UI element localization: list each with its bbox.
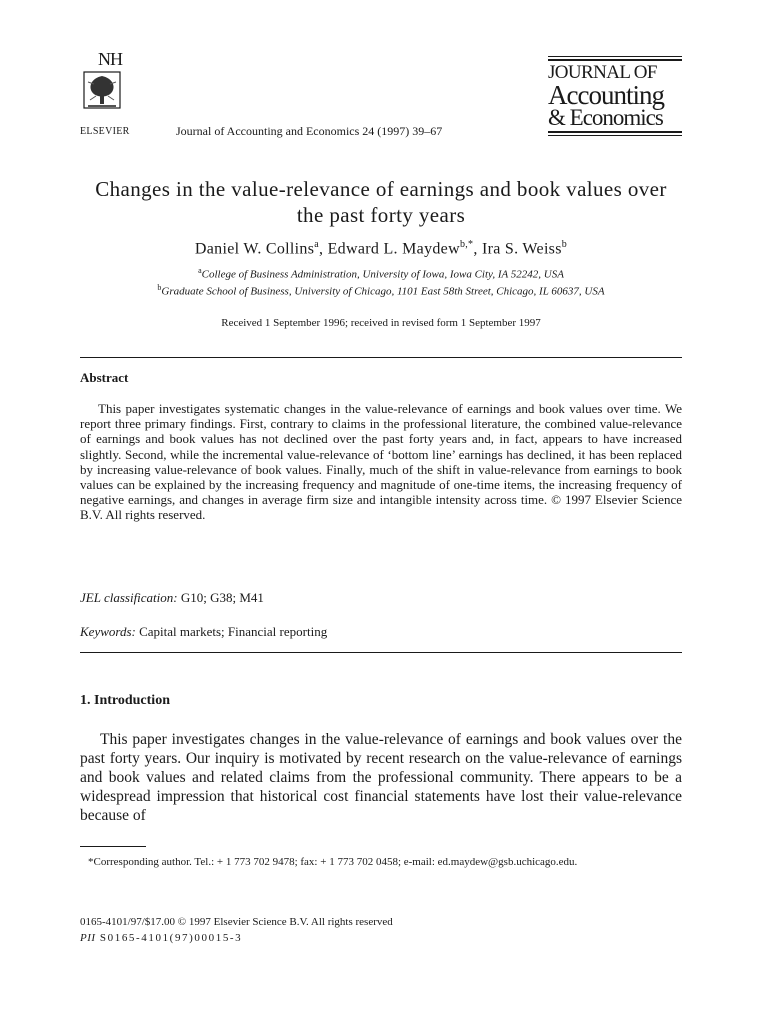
journal-title-line3: & Economics — [548, 105, 663, 130]
jel-label: JEL classification: — [80, 590, 178, 605]
section-body: This paper investigates changes in the value-relevance of earnings and book values over the past forty years. Our inquiry is motivated by recent research on the value-relevance of earnings and book values and related claims from the professional community. There appears to be a widespread impression that historical cost financial statements have lost their value-relevance because of — [80, 731, 682, 824]
author-superscript: b — [561, 239, 568, 250]
divider-top — [80, 357, 682, 358]
author-name: Edward L. Maydew — [327, 240, 460, 258]
pii-line — [80, 932, 242, 944]
publisher-logo — [82, 50, 138, 124]
journal-title-rule-bottom — [548, 135, 682, 136]
publisher-name: ELSEVIER — [80, 126, 130, 137]
author-name: Daniel W. Collins — [194, 240, 315, 258]
pii-value: S0165-4101(97)00015-3 — [99, 932, 243, 944]
journal-title-rule-top — [548, 56, 682, 57]
received-dates: Received 1 September 1996; received in revised form 1 September 1997 — [221, 317, 541, 329]
section-heading: 1. Introduction — [80, 693, 170, 708]
keywords-label: Keywords: — [80, 624, 136, 639]
journal-title-line2: Accounting — [548, 80, 664, 110]
jel-classification — [80, 590, 264, 606]
divider-bottom — [80, 652, 682, 653]
journal-citation: Journal of Accounting and Economics 24 (1997) 39–67 — [176, 124, 443, 138]
journal-title-line1: JOURNAL OF — [548, 62, 657, 83]
publisher-logo-text: NH — [98, 49, 122, 69]
affiliation-marker: b — [157, 283, 162, 292]
abstract-body: This paper investigates systematic changes in the value-relevance of earnings and book values over time. We report three primary findings. First, contrary to claims in the professional literature, the combined value-relevance of earnings and book values has not declined over the past forty years and, in fact, appears to have increased slightly. Second, while the incremental value-relevance of ‘bottom line’ earnings has declined, it has been replaced by increasing value-relevance of book values. Finally, much of the shift in value-relevance from earnings to book values can be explained by the increasing frequency and magnitude of one-time items, the increasing frequency of negative earnings, and changes in average firm size and intangible intensity across time. © 1997 Elsevier Science B.V. All rights reserved. — [80, 401, 682, 523]
copyright-line: 0165-4101/97/$17.00 © 1997 Elsevier Science B.V. All rights reserved — [80, 916, 393, 928]
author-name: Ira S. Weiss — [481, 240, 562, 258]
affiliation-text: College of Business Administration, University of Iowa, Iowa City, IA 52242, USA — [201, 268, 564, 281]
keywords-value: Capital markets; Financial reporting — [139, 624, 328, 639]
article-title: Changes in the value-relevance of earnings and book values over the past forty years — [95, 177, 667, 227]
author-superscript: b,* — [459, 239, 474, 250]
footnote-rule — [80, 846, 146, 847]
journal-title-block — [548, 54, 682, 138]
journal-title-rule-top-thick — [548, 59, 682, 61]
author-superscript: a — [314, 239, 319, 250]
abstract-heading: Abstract — [80, 370, 129, 385]
affiliation-marker: a — [198, 266, 202, 275]
keywords — [80, 624, 327, 640]
affiliation-text: Graduate School of Business, University of Chicago, 1101 East 58th Street, Chicago, IL 60637, USA — [161, 285, 605, 298]
journal-title-rule-bottom-thick — [548, 131, 682, 133]
author-list: Daniel W. Collins$^a$, Edward L. Maydew$^{b,*}$, Ira S. Weiss$^b$ — [194, 239, 568, 258]
corresponding-author-footnote: *Corresponding author. Tel.: + 1 773 702 9478; fax: + 1 773 702 0458; e-mail: ed.maydew@gsb.uchicago.edu. — [88, 856, 578, 868]
affiliation-a — [70, 266, 692, 281]
pii-label: PII — [80, 932, 96, 944]
affiliation-b — [70, 283, 692, 298]
jel-value: G10; G38; M41 — [180, 590, 264, 605]
elsevier-tree-icon — [82, 70, 122, 110]
